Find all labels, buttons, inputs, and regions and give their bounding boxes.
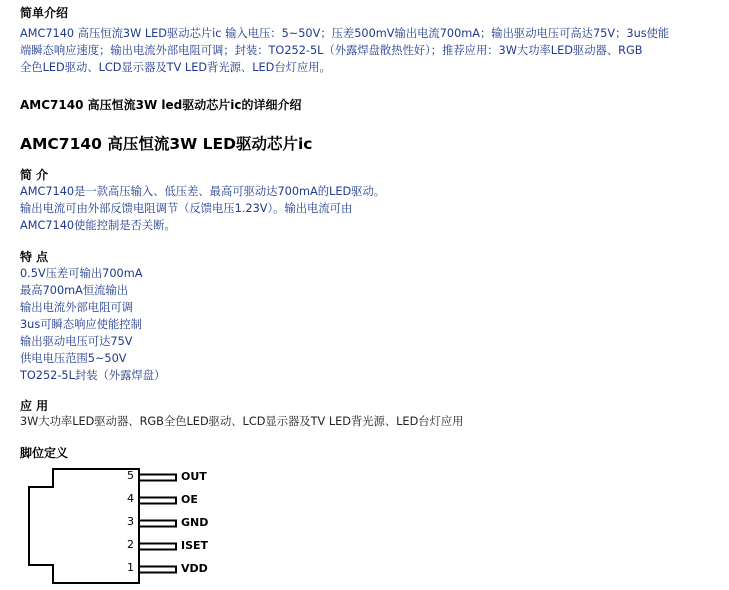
pin-label-gnd: GND <box>181 516 209 529</box>
pin-label-iset: ISET <box>181 539 209 552</box>
features-list <box>20 265 165 384</box>
intro-line-1: AMC7140是一款高压输入、低压差、最高可驱动达700mA的LED驱动。 <box>20 185 386 198</box>
summary-text <box>20 25 669 76</box>
feature-item: 最高700mA恒流输出 <box>20 284 129 297</box>
applications-heading: 应 用 <box>20 399 49 413</box>
features-heading: 特 点 <box>20 250 49 264</box>
pin-label-out: OUT <box>181 470 207 483</box>
pin-label-oe: OE <box>181 493 198 506</box>
intro-text <box>20 183 385 234</box>
page-title: AMC7140 高压恒流3W LED驱动芯片ic <box>20 135 313 153</box>
pin-number: 2 <box>127 538 134 551</box>
feature-item: 输出驱动电压可达75V <box>20 335 133 348</box>
feature-item: 3us可瞬态响应使能控制 <box>20 318 142 331</box>
detail-heading: AMC7140 高压恒流3W led驱动芯片ic的详细介绍 <box>20 98 302 112</box>
summary-heading: 简单介绍 <box>20 6 69 20</box>
applications-text: 3W大功率LED驱动器、RGB全色LED驱动、LCD显示器及TV LED背光源、LED台灯应用 <box>20 415 464 428</box>
intro-line-3: AMC7140使能控制是否关断。 <box>20 219 176 232</box>
pin-leads <box>139 475 176 573</box>
pin-number: 5 <box>127 469 134 482</box>
feature-item: 0.5V压差可输出700mA <box>20 267 143 280</box>
chip-outline <box>25 465 265 590</box>
summary-line-2: 端瞬态响应速度；输出电流外部电阻可调；封装：TO252-5L（外露焊盘散热性好）；推荐应用：3W大功率LED驱动器、RGB <box>20 44 643 57</box>
pin-label-vdd: VDD <box>181 562 208 575</box>
feature-item: 输出电流外部电阻可调 <box>20 301 133 314</box>
summary-line-3: 全色LED驱动、LCD显示器及TV LED背光源、LED台灯应用。 <box>20 61 331 74</box>
pinout-diagram <box>25 465 265 590</box>
pin-number: 4 <box>127 492 134 505</box>
intro-line-2: 输出电流可由外部反馈电阻调节（反馈电压1.23V）。输出电流可由 <box>20 202 353 215</box>
feature-item: TO252-5L封装（外露焊盘） <box>20 369 166 382</box>
summary-line-1: AMC7140 高压恒流3W LED驱动芯片ic 输入电压：5~50V；压差500mV输出电流700mA；输出驱动电压可高达75V；3us使能 <box>20 27 670 40</box>
pinout-heading: 脚位定义 <box>20 446 69 460</box>
pin-number: 1 <box>127 561 134 574</box>
pin-number: 3 <box>127 515 134 528</box>
feature-item: 供电电压范围5~50V <box>20 352 127 365</box>
intro-heading: 简 介 <box>20 168 49 182</box>
